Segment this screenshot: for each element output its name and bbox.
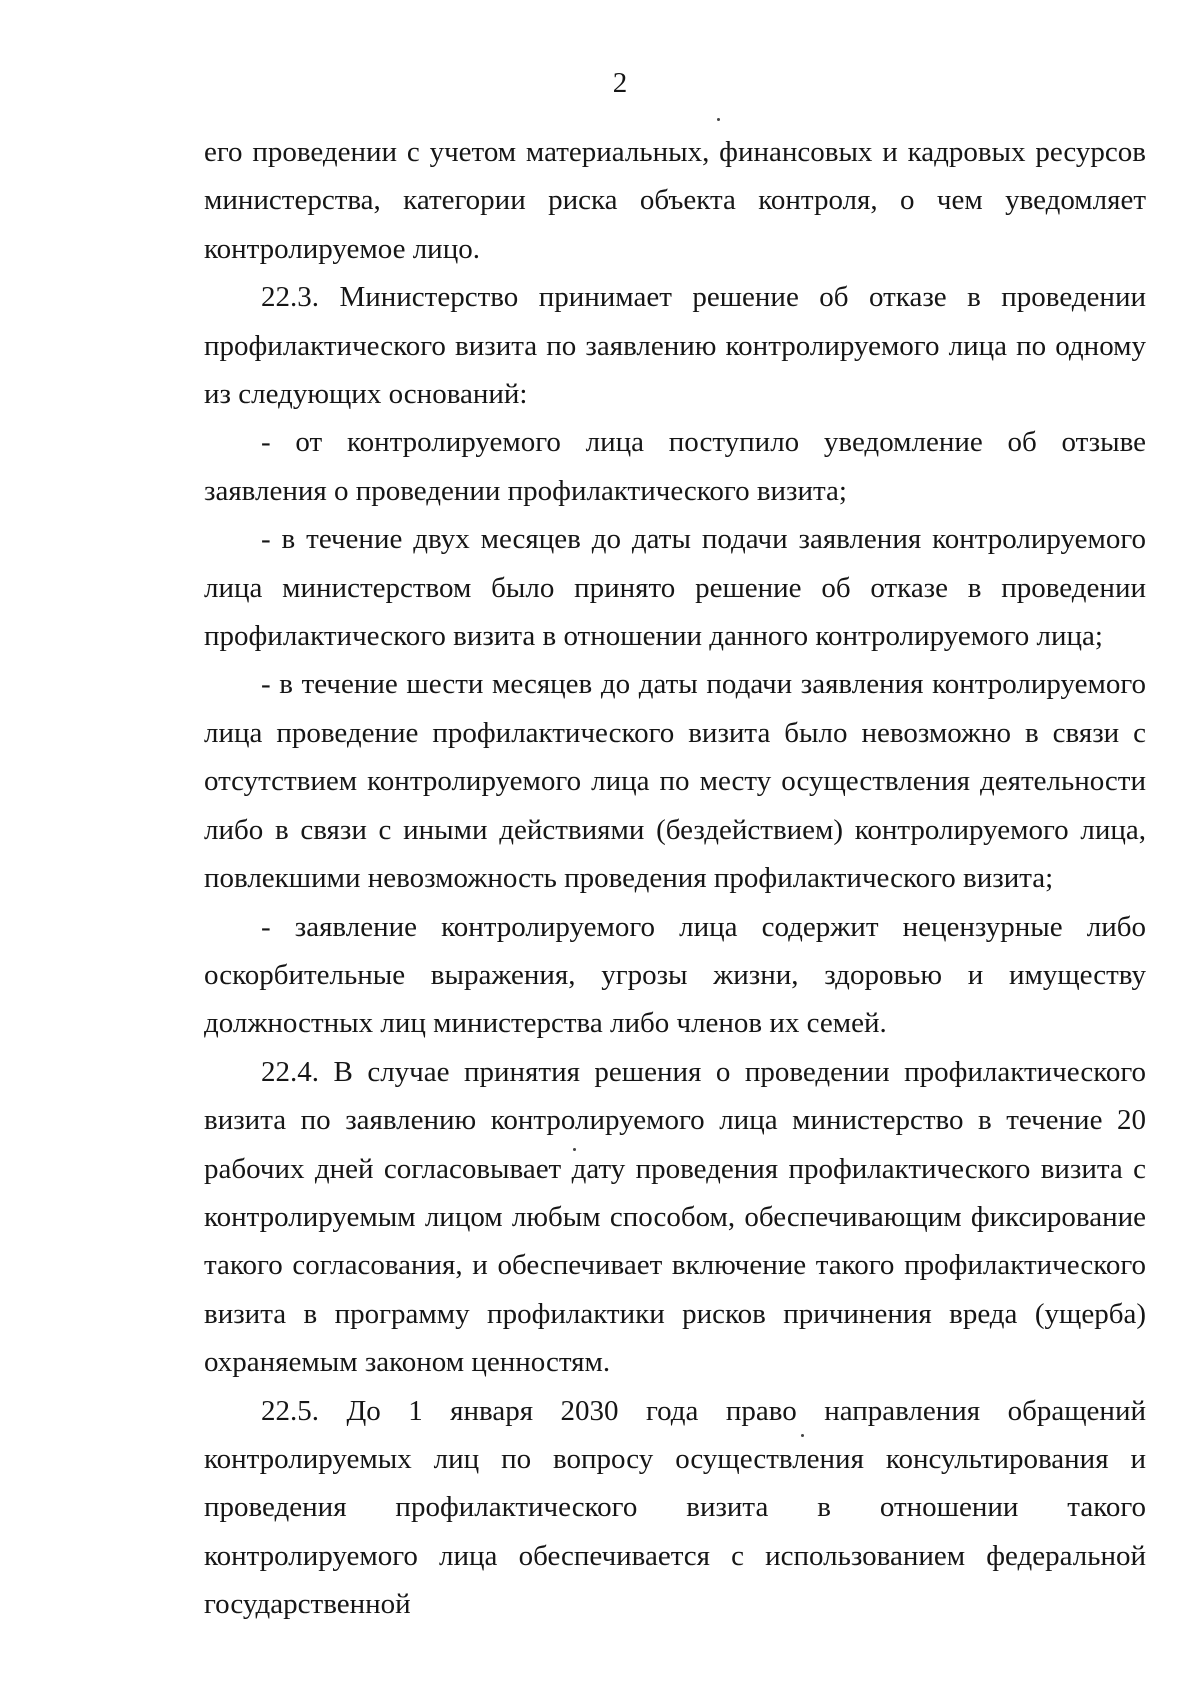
paragraph-22-4: 22.4. В случае принятия решения о проведении профилактического визита по заявлению контролируемого лица министерство в течение 20 рабочих дней согласовывает дату проведения профилактического визита с контролируемым лицом любым способом, обеспечивающим фиксирование такого согласования, и обеспечивает включение такого профилактического визита в программу профилактики рисков причинения вреда (ущерба) охраняемым законом ценностям. [204, 1055, 1146, 1379]
paragraph-ground-3: - в течение шести месяцев до даты подачи заявления контролируемого лица проведение профилактического визита было невозможно в связи с отсутствием контролируемого лица по месту осуществления деятельности либо в связи с иными действиями (бездействием) контролируемого лица, повлекшими невозможность проведения профилактического визита; [204, 668, 1146, 895]
paragraph-ground-1: - от контролируемого лица поступило уведомление об отзыве заявления о проведении профилактического визита; [204, 426, 1146, 507]
paragraph-ground-4: - заявление контролируемого лица содержит нецензурные либо оскорбительные выражения, угрозы жизни, здоровью и имуществу должностных лиц министерства либо членов их семей. [204, 910, 1146, 1040]
paragraph-ground-2: - в течение двух месяцев до даты подачи заявления контролируемого лица министерством было принято решение об отказе в проведении профилактического визита в отношении данного контролируемого лица; [204, 523, 1146, 653]
scan-speck [573, 1148, 576, 1151]
page-number: 2 [612, 67, 628, 99]
paragraph-22-3: 22.3. Министерство принимает решение об отказе в проведении профилактического визита по заявлению контролируемого лица по одному из следующих оснований: [204, 281, 1146, 411]
scan-speck [801, 1434, 804, 1437]
paragraph-continued: его проведении с учетом материальных, финансовых и кадровых ресурсов министерства, категории риска объекта контроля, о чем уведомляет контролируемое лицо. [204, 136, 1146, 265]
scan-speck [717, 118, 720, 121]
document-body [204, 128, 1146, 1629]
paragraph-22-5: 22.5. До 1 января 2030 года право направления обращений контролируемых лиц по вопросу осуществления консультирования и проведения профилактического визита в отношении такого контролируемого лица обеспечивается с использованием федеральной государственной [204, 1394, 1146, 1621]
